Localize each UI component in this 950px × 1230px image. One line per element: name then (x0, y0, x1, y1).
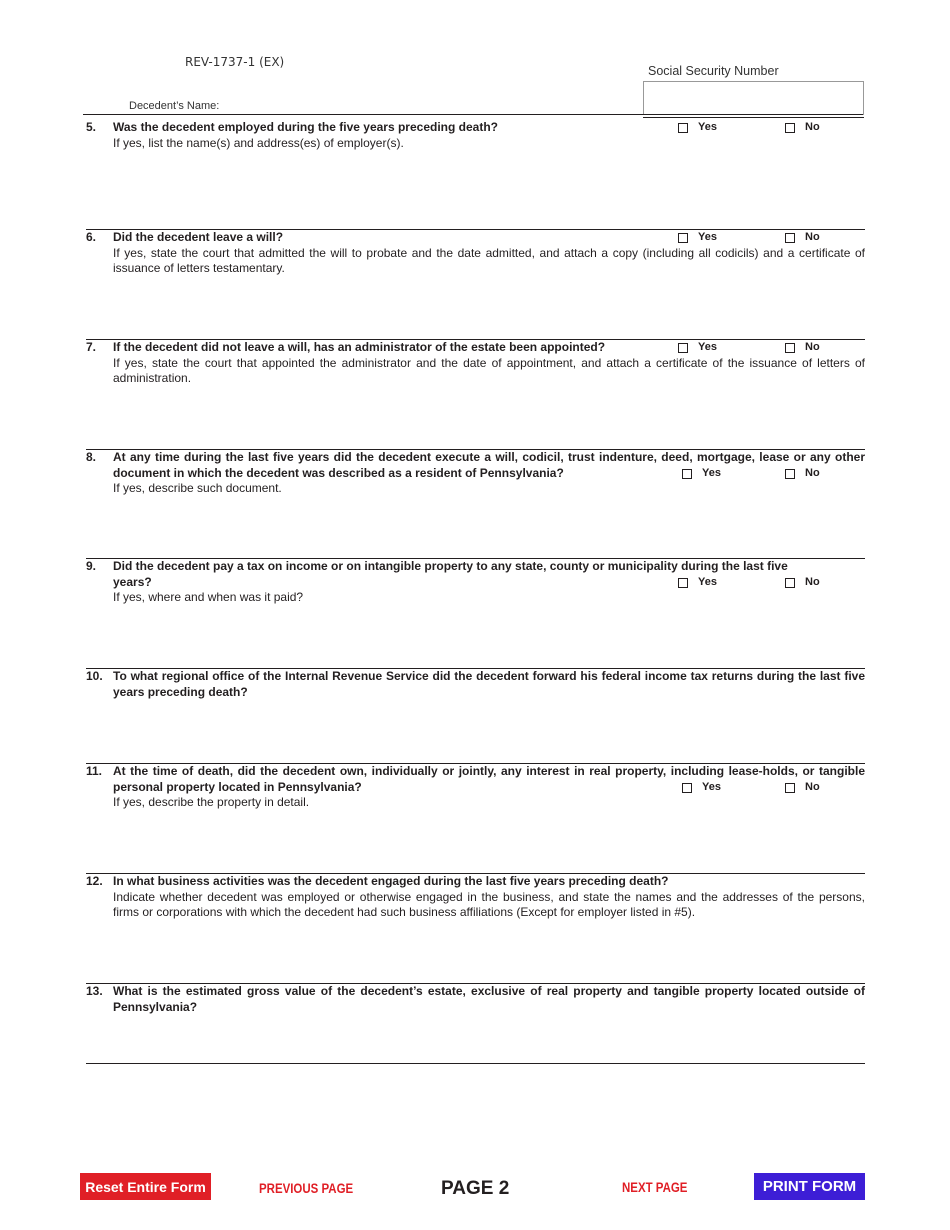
question-text: At the time of death, did the decedent own, individually or jointly, any interest in real property, including lease-holds, or tangible personal property located in Pennsylvania? (113, 764, 865, 794)
ssn-input[interactable] (643, 81, 864, 115)
yes-option[interactable] (678, 230, 717, 246)
yes-checkbox[interactable] (678, 578, 688, 588)
question-text: What is the estimated gross value of the decedent’s estate, exclusive of real property and tangible property located outside of Pennsylvania? (113, 984, 865, 1014)
question-6 (113, 230, 865, 277)
next-page-link[interactable]: NEXT PAGE (622, 1180, 688, 1195)
question-number: 6. (86, 230, 97, 244)
question-instructions: If yes, state the court that admitted the will to probate and the date admitted, and attach a copy (including all codicils) and a certificate of issuance of letters testamentary. (113, 245, 865, 275)
yes-option[interactable] (678, 780, 721, 796)
no-checkbox[interactable] (785, 123, 795, 133)
yes-label: Yes (698, 341, 717, 353)
question-number: 13. (86, 984, 103, 998)
question-13 (113, 984, 865, 1015)
question-text: Was the decedent employed during the five years preceding death? (113, 120, 498, 134)
question-number: 9. (86, 559, 97, 573)
no-option[interactable] (785, 780, 860, 796)
yes-checkbox[interactable] (678, 343, 688, 353)
yes-label: Yes (698, 121, 717, 133)
question-instructions: If yes, describe the property in detail. (113, 795, 310, 809)
no-label: No (805, 231, 820, 243)
question-instructions: If yes, where and when was it paid? (113, 590, 304, 604)
question-number: 10. (86, 669, 103, 683)
ssn-underline (643, 117, 864, 118)
question-number: 5. (86, 120, 97, 134)
yes-label: Yes (702, 781, 721, 793)
question-5 (113, 120, 673, 151)
question-text: If the decedent did not leave a will, has an administrator of the estate been appointed? (113, 340, 606, 354)
question-number: 8. (86, 450, 97, 464)
decedent-name-label: Decedent’s Name: (129, 100, 220, 112)
question-instructions: If yes, list the name(s) and address(es) of employer(s). (113, 135, 404, 150)
header-rule (83, 114, 863, 115)
question-text: Did the decedent pay a tax on income or on intangible property to any state, county or municipality during the last five years? (113, 559, 788, 589)
question-10 (113, 669, 865, 700)
no-label: No (805, 341, 820, 353)
question-number: 12. (86, 874, 103, 888)
question-text: At any time during the last five years did the decedent execute a will, codicil, trust indenture, deed, mortgage, lease or any other document in which the decedent was described as a resident of Pennsylvania? (113, 450, 865, 480)
no-checkbox[interactable] (785, 469, 795, 479)
yes-label: Yes (698, 576, 717, 588)
question-7 (113, 340, 865, 387)
question-text: To what regional office of the Internal Revenue Service did the decedent forward his federal income tax returns during the last five years preceding death? (113, 669, 865, 699)
no-checkbox[interactable] (785, 783, 795, 793)
yes-option[interactable] (678, 120, 717, 136)
yes-checkbox[interactable] (682, 783, 692, 793)
no-option[interactable] (785, 230, 820, 246)
ssn-label: Social Security Number (648, 64, 779, 78)
yes-label: Yes (698, 231, 717, 243)
question-instructions: If yes, describe such document. (113, 481, 282, 495)
question-text: In what business activities was the decedent engaged during the last five years preceding death? (113, 874, 669, 888)
question-11 (113, 764, 865, 811)
yes-checkbox[interactable] (678, 123, 688, 133)
no-option[interactable] (785, 340, 820, 356)
no-checkbox[interactable] (785, 578, 795, 588)
reset-form-button[interactable]: Reset Entire Form (80, 1173, 211, 1200)
question-instructions: If yes, state the court that appointed the administrator and the date of appointment, and attach a certificate of the issuance of letters of administration. (113, 355, 865, 385)
question-number: 7. (86, 340, 97, 354)
no-label: No (805, 467, 820, 479)
no-option[interactable] (785, 120, 820, 136)
no-label: No (805, 121, 820, 133)
yes-option[interactable] (678, 466, 721, 482)
yes-option[interactable] (678, 575, 717, 591)
no-option[interactable] (785, 575, 820, 591)
question-instructions: Indicate whether decedent was employed or otherwise engaged in the business, and state the names and the addresses of the persons, firms or corporations with which the decedent had such business affiliations (Except for employer listed in #5). (113, 889, 865, 919)
yes-option[interactable] (678, 340, 717, 356)
bottom-rule (86, 1063, 865, 1064)
question-number: 11. (86, 764, 103, 778)
no-label: No (805, 576, 820, 588)
question-12 (113, 874, 865, 921)
yes-checkbox[interactable] (682, 469, 692, 479)
no-option[interactable] (785, 466, 860, 482)
yes-label: Yes (702, 467, 721, 479)
no-label: No (805, 781, 820, 793)
question-8 (113, 450, 865, 497)
yes-checkbox[interactable] (678, 233, 688, 243)
no-checkbox[interactable] (785, 233, 795, 243)
form-id: REV-1737-1 (EX) (185, 55, 285, 69)
question-text: Did the decedent leave a will? (113, 230, 284, 244)
previous-page-link[interactable]: PREVIOUS PAGE (259, 1181, 354, 1196)
print-form-button[interactable]: PRINT FORM (754, 1173, 865, 1200)
page-number: PAGE 2 (441, 1178, 510, 1199)
no-checkbox[interactable] (785, 343, 795, 353)
